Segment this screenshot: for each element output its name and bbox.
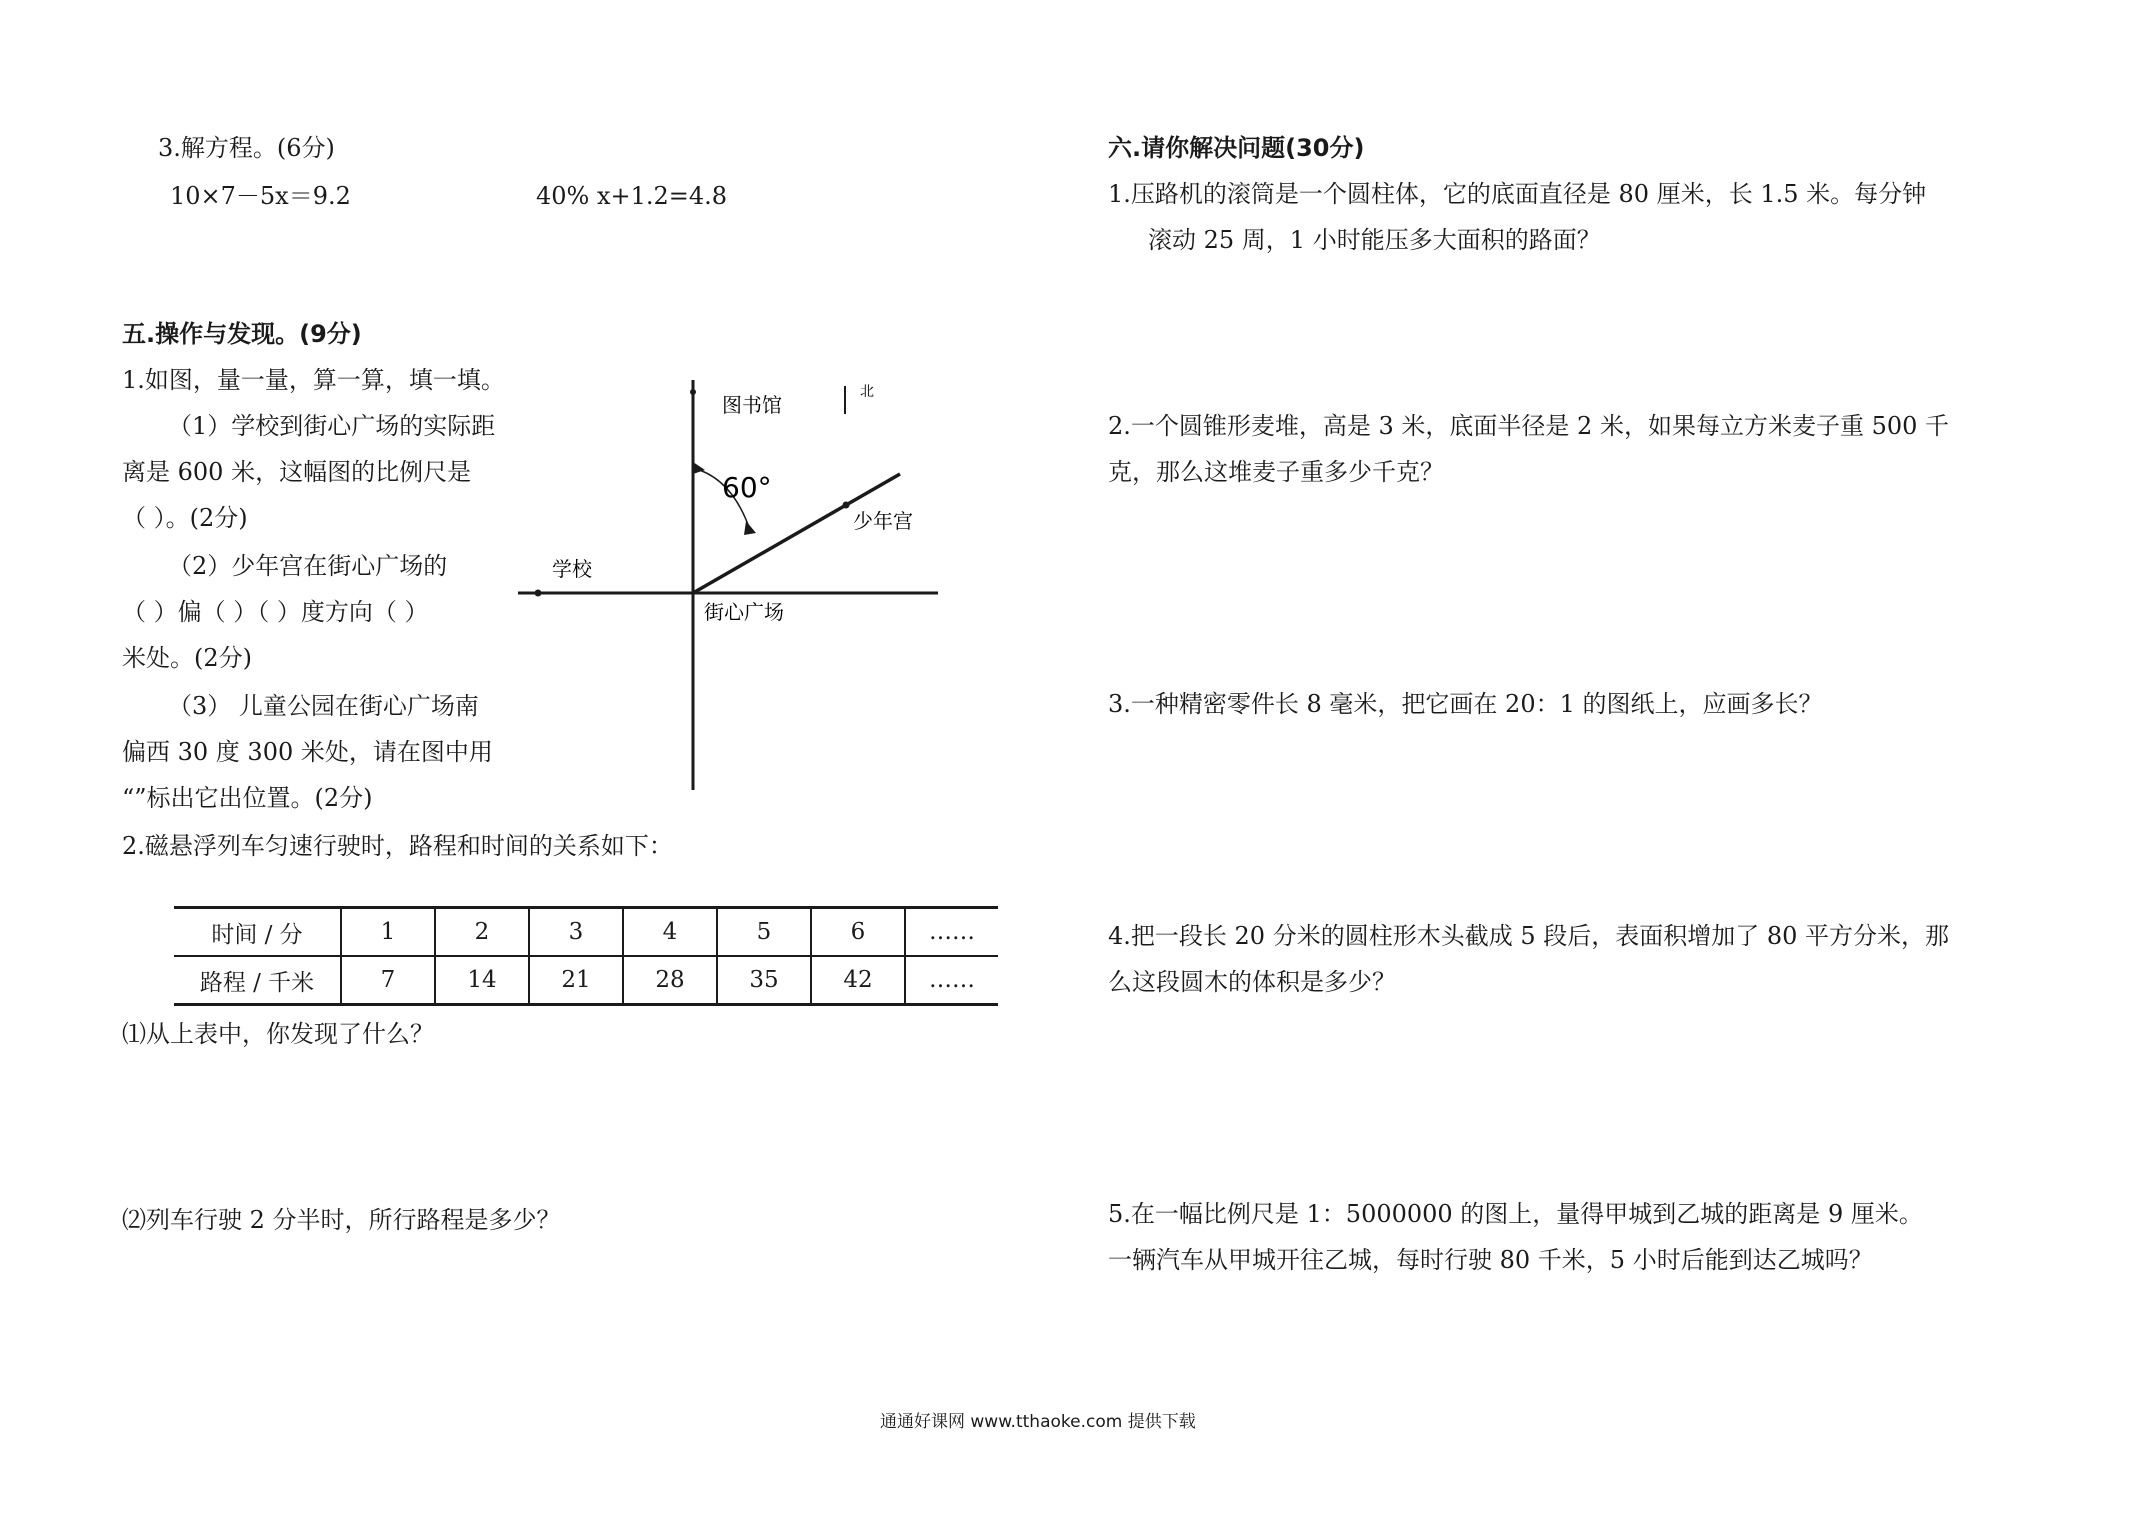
question-1-line2: 滚动 25 周，1 小时能压多大面积的路面？ [1148, 226, 1601, 254]
q3-title: 3.解方程。(6分) [158, 134, 335, 162]
table-row-time [174, 908, 998, 957]
angle-label: 60° [722, 471, 772, 504]
problem-2-intro: 2.磁悬浮列车匀速行驶时，路程和时间的关系如下： [122, 832, 673, 860]
table-cell: 21 [529, 956, 623, 1005]
problem-1a-line2: 离是 600 米，这幅图的比例尺是 [122, 458, 472, 486]
table-cell: 28 [623, 956, 717, 1005]
question-1-line1: 1.压路机的滚筒是一个圆柱体，它的底面直径是 80 厘米，长 1.5 米。每分钟 [1108, 180, 1927, 208]
question-2-line1: 2.一个圆锥形麦堆，高是 3 米，底面半径是 2 米，如果每立方米麦子重 500 千 [1108, 412, 1950, 440]
table-cell: 4 [623, 908, 717, 957]
table-cell: …… [905, 956, 998, 1005]
table-cell: 1 [341, 908, 435, 957]
footer-credit: 通通好课网 www.tthaoke.com 提供下载 [880, 1412, 1196, 1432]
problem-2-question-2: ⑵列车行驶 2 分半时，所行路程是多少？ [122, 1206, 561, 1234]
table-cell: 路程 / 千米 [174, 956, 341, 1005]
problem-1a-line3: （ ）。(2分) [122, 504, 248, 532]
table-cell: 7 [341, 956, 435, 1005]
school-point [535, 590, 542, 597]
table-cell: …… [905, 908, 998, 957]
question-4-line2: 么这段圆木的体积是多少？ [1108, 968, 1396, 996]
square-label: 街心广场 [704, 600, 784, 624]
table-cell: 5 [717, 908, 811, 957]
equation-2: 40% x+1.2=4.8 [536, 182, 728, 210]
table-cell: 2 [435, 908, 529, 957]
problem-1a-line1: （1）学校到街心广场的实际距 [168, 412, 496, 440]
section-6-title: 六.请你解决问题(30分) [1108, 134, 1365, 162]
question-3: 3.一种精密零件长 8 毫米，把它画在 20：1 的图纸上，应画多长？ [1108, 690, 1823, 718]
table-row-distance [174, 956, 998, 1005]
speed-distance-table [174, 906, 998, 1006]
problem-1b-line1: （2）少年宫在街心广场的 [168, 552, 448, 580]
angle-arrow-right [744, 521, 756, 535]
table-cell: 42 [811, 956, 905, 1005]
north-label: 北 [860, 384, 874, 400]
table-cell: 14 [435, 956, 529, 1005]
problem-1-intro: 1.如图，量一量，算一算，填一填。 [122, 366, 505, 394]
library-label: 图书馆 [722, 393, 782, 417]
problem-1b-line3: 米处。(2分) [122, 644, 252, 672]
table-cell: 6 [811, 908, 905, 957]
section-5-title: 五.操作与发现。(9分) [122, 320, 362, 348]
table-cell: 35 [717, 956, 811, 1005]
equation-1: 10×7－5x＝9.2 [170, 182, 351, 210]
problem-1c-line3: “”标出它出位置。(2分) [122, 784, 373, 812]
direction-map-diagram [500, 370, 950, 800]
problem-1c-line2: 偏西 30 度 300 米处，请在图中用 [122, 738, 493, 766]
library-point [690, 389, 696, 395]
question-5-line2: 一辆汽车从甲城开往乙城，每时行驶 80 千米，5 小时后能到达乙城吗？ [1108, 1246, 1873, 1274]
question-2-line2: 克，那么这堆麦子重多少千克？ [1108, 458, 1444, 486]
youth-palace-label: 少年宫 [853, 509, 913, 533]
question-4-line1: 4.把一段长 20 分米的圆柱形木头截成 5 段后，表面积增加了 80 平方分米，那 [1108, 922, 1950, 950]
problem-2-question-1: ⑴从上表中，你发现了什么？ [122, 1020, 434, 1048]
problem-1b-line2: （ ）偏（ ）（ ）度方向（ ） [122, 598, 429, 626]
school-label: 学校 [552, 557, 592, 581]
question-5-line1: 5.在一幅比例尺是 1：5000000 的图上，量得甲城到乙城的距离是 9 厘米。 [1108, 1200, 1923, 1228]
problem-1c-line1: （3） 儿童公园在街心广场南 [168, 692, 479, 720]
table-cell: 3 [529, 908, 623, 957]
table-cell: 时间 / 分 [174, 908, 341, 957]
youth-palace-point [843, 502, 850, 509]
